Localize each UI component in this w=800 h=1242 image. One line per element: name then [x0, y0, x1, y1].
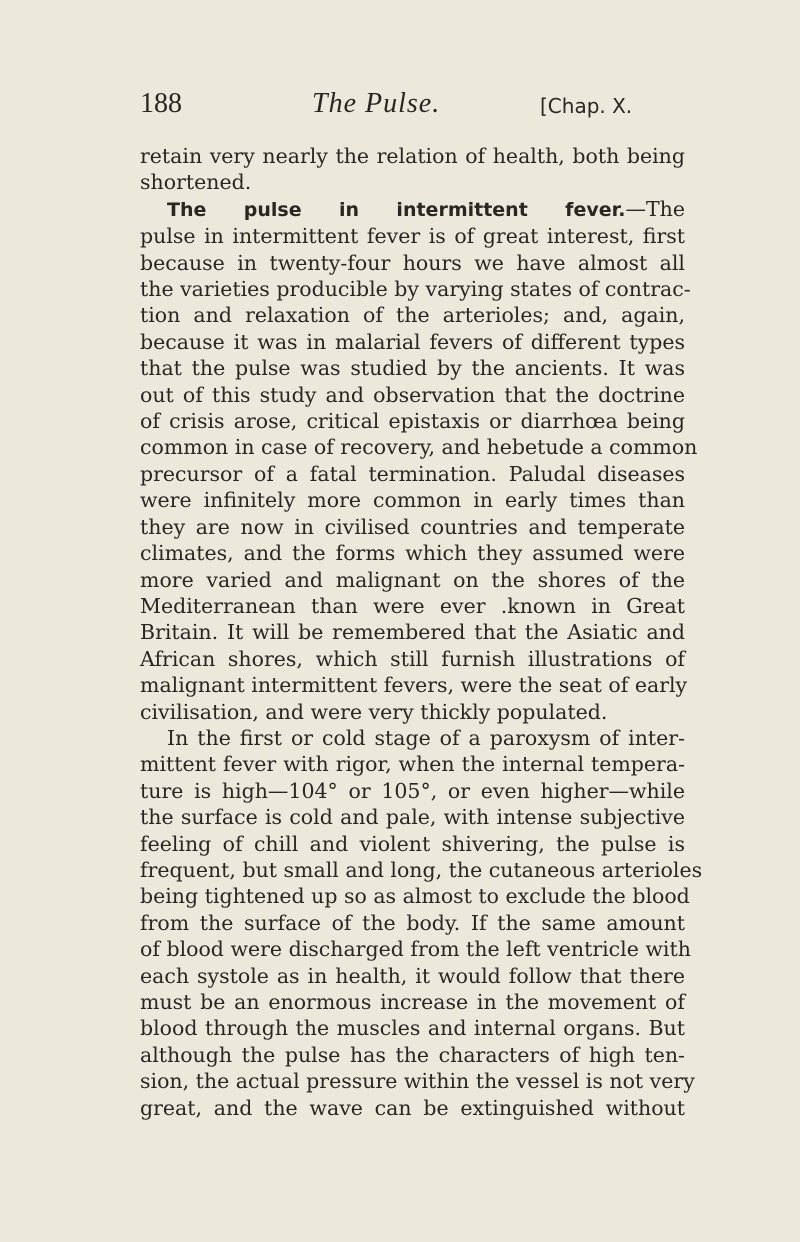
text-line: retain very nearly the relation of health, both being [140, 144, 685, 168]
text-line: because it was in malarial fevers of different types [140, 329, 685, 354]
text-line: the varieties producible by varying states of contrac- [140, 277, 691, 302]
page-header [140, 88, 683, 128]
text-line: of crisis arose, critical epistaxis or diarrhœa being [140, 409, 685, 434]
text-line: In the first or cold stage of a paroxysm of inter- [167, 725, 685, 750]
text-line: the surface is cold and pale, with intense subjective [140, 805, 685, 830]
text-line: of blood were discharged from the left ventricle with [140, 937, 691, 962]
text-line: common in case of recovery, and hebetude a common [140, 435, 698, 460]
text-line: ture is high—104° or 105°, or even higher—while [140, 778, 685, 803]
body-text [140, 143, 703, 1121]
text-line: blood through the muscles and internal organs. But [140, 1016, 685, 1041]
text-line: that the pulse was studied by the ancients. It was [140, 356, 685, 381]
text-line: because in twenty-four hours we have almost all [140, 250, 685, 275]
text-line: each systole as in health, it would follow that there [140, 963, 685, 988]
text-line: were infinitely more common in early times than [140, 488, 685, 513]
section-lead: —The [625, 196, 685, 221]
text-line: sion, the actual pressure within the vessel is not very [140, 1069, 695, 1094]
text-line: must be an enormous increase in the movement of [140, 990, 685, 1014]
running-title: The Pulse. [312, 88, 441, 119]
text-line: African shores, which still furnish illustrations of [140, 646, 685, 671]
text-line: Mediterranean than were ever .known in Great [140, 593, 685, 618]
text-line: shortened. [140, 170, 252, 195]
text-line: although the pulse has the characters of high ten- [140, 1042, 685, 1067]
text-line: civilisation, and were very thickly populated. [140, 699, 608, 724]
text-line: climates, and the forms which they assumed were [140, 541, 685, 566]
text-line: out of this study and observation that the doctrine [140, 382, 685, 407]
text-line: precursor of a fatal termination. Paludal diseases [140, 461, 685, 486]
text-line: great, and the wave can be extinguished without [140, 1095, 685, 1120]
text-line: being tightened up so as almost to exclude the blood [140, 884, 690, 909]
text-line: they are now in civilised countries and temperate [140, 514, 685, 539]
text-line: malignant intermittent fevers, were the seat of early [140, 673, 688, 698]
chapter-label: [Chap. X. [540, 94, 633, 118]
text-line: tion and relaxation of the arterioles; and, again, [140, 303, 685, 328]
text-line: mittent fever with rigor, when the internal tempera- [140, 752, 685, 777]
section-title: The pulse in intermittent fever. [167, 198, 626, 221]
page-number: 188 [140, 88, 182, 119]
text-line: from the surface of the body. If the same amount [140, 910, 685, 935]
text-line: more varied and malignant on the shores of the [140, 567, 685, 592]
text-line: frequent, but small and long, the cutaneous arterioles [140, 857, 703, 882]
section-heading-line [140, 196, 685, 223]
text-line: pulse in intermittent fever is of great interest, first [140, 224, 685, 249]
text-line: Britain. It will be remembered that the Asiatic and [140, 620, 685, 645]
text-line: feeling of chill and violent shivering, the pulse is [140, 831, 685, 856]
